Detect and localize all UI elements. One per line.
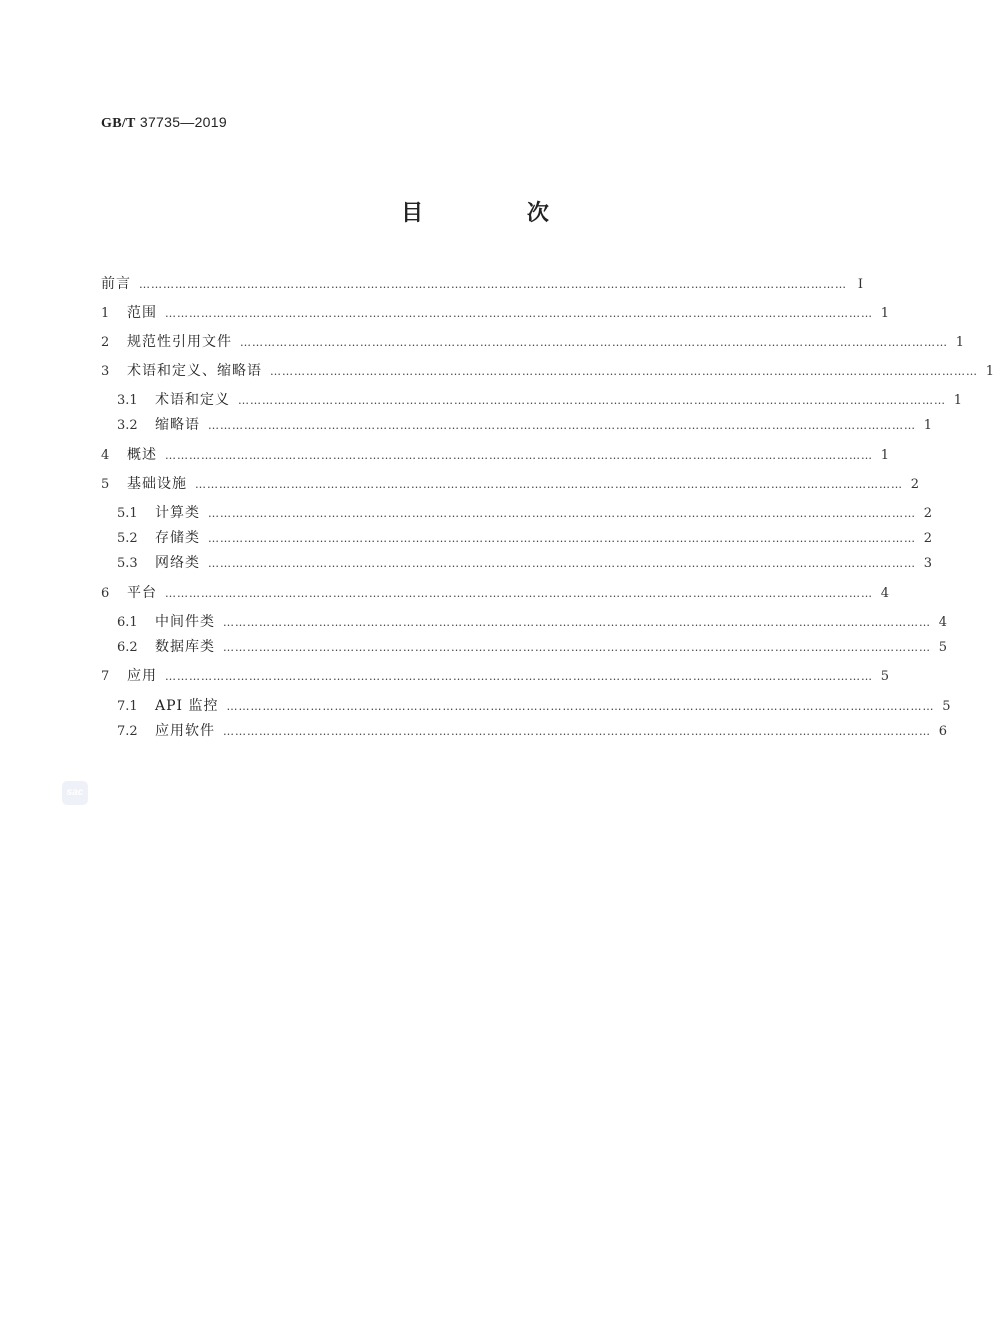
toc-entry-label: 应用软件 bbox=[155, 723, 215, 739]
toc-entry-label: 概述 bbox=[127, 447, 157, 463]
toc-entry-number: 5.2 bbox=[117, 531, 138, 546]
toc-entry-label: 规范性引用文件 bbox=[127, 334, 232, 350]
toc-entry[interactable] bbox=[101, 583, 889, 603]
toc-leader-dots: …………………………………………………………………………………………………………………………………………………………… bbox=[139, 278, 847, 291]
toc-entry-page: 6 bbox=[938, 724, 947, 739]
toc-entry-number: 2 bbox=[101, 335, 110, 350]
standard-code-prefix: GB/T bbox=[101, 116, 136, 131]
toc-entry-number: 5.1 bbox=[117, 506, 138, 521]
toc-entry[interactable] bbox=[101, 390, 962, 410]
toc-entry-label: 平台 bbox=[127, 585, 157, 601]
toc-entry-number: 3.1 bbox=[117, 393, 138, 408]
toc-entry-number: 3 bbox=[101, 364, 110, 379]
toc-entry-number: 3.2 bbox=[117, 418, 138, 433]
page-title: 目 次 bbox=[401, 201, 597, 226]
toc-entry-page: 5 bbox=[938, 640, 947, 655]
toc-entry[interactable] bbox=[101, 274, 863, 294]
toc-leader-dots: …………………………………………………………………………………………………………………………………………………………… bbox=[270, 365, 978, 378]
toc-entry[interactable] bbox=[101, 721, 947, 741]
toc-entry[interactable] bbox=[101, 474, 919, 494]
toc-entry[interactable] bbox=[101, 553, 932, 573]
toc-entry-page: 2 bbox=[923, 531, 932, 546]
toc-entry-label: 中间件类 bbox=[155, 614, 215, 630]
toc-leader-dots: …………………………………………………………………………………………………………………………………………………………… bbox=[238, 394, 946, 407]
toc-entry-number: 6.2 bbox=[117, 640, 138, 655]
toc-leader-dots: …………………………………………………………………………………………………………………………………………………………… bbox=[208, 557, 916, 570]
toc-entry-page: 1 bbox=[985, 364, 994, 379]
toc-leader-dots: …………………………………………………………………………………………………………………………………………………………… bbox=[208, 507, 916, 520]
toc-entry-label: API 监控 bbox=[155, 698, 219, 714]
toc-entry-page: 3 bbox=[923, 556, 932, 571]
toc-entry-number: 7.2 bbox=[117, 724, 138, 739]
toc-entry-number: 5 bbox=[101, 477, 110, 492]
toc-entry-label: 存储类 bbox=[155, 530, 200, 546]
toc-entry-label: 前言 bbox=[101, 276, 131, 292]
toc-entry-page: 1 bbox=[880, 306, 889, 321]
standard-code bbox=[101, 114, 227, 132]
toc-entry-label: 范围 bbox=[127, 305, 157, 321]
toc-entry-label: 应用 bbox=[127, 668, 157, 684]
toc-entry[interactable] bbox=[101, 303, 889, 323]
toc-entry[interactable] bbox=[101, 445, 889, 465]
toc-entry-label: 数据库类 bbox=[155, 639, 215, 655]
toc-leader-dots: …………………………………………………………………………………………………………………………………………………………… bbox=[223, 616, 931, 629]
toc-entry[interactable] bbox=[101, 612, 947, 632]
toc-entry-number: 5.3 bbox=[117, 556, 138, 571]
toc-entry-label: 基础设施 bbox=[127, 476, 187, 492]
toc-entry-number: 7.1 bbox=[117, 699, 138, 714]
toc-entry[interactable] bbox=[101, 637, 947, 657]
toc-leader-dots: …………………………………………………………………………………………………………………………………………………………… bbox=[223, 725, 931, 738]
toc-entry-label: 计算类 bbox=[155, 505, 200, 521]
toc-entry-page: 1 bbox=[923, 418, 932, 433]
toc-entry-number: 7 bbox=[101, 669, 110, 684]
toc-entry[interactable] bbox=[101, 666, 889, 686]
toc-entry[interactable] bbox=[101, 415, 932, 435]
toc-entry-number: 4 bbox=[101, 448, 110, 463]
toc-entry[interactable] bbox=[101, 528, 932, 548]
toc-entry-page: 1 bbox=[880, 448, 889, 463]
toc-leader-dots: …………………………………………………………………………………………………………………………………………………………… bbox=[165, 449, 873, 462]
toc-leader-dots: …………………………………………………………………………………………………………………………………………………………… bbox=[165, 307, 873, 320]
sac-watermark-logo: sac bbox=[62, 781, 88, 805]
toc-entry[interactable] bbox=[101, 696, 951, 716]
toc-entry-page: 1 bbox=[953, 393, 962, 408]
toc-entry-page: 4 bbox=[938, 615, 947, 630]
toc-leader-dots: …………………………………………………………………………………………………………………………………………………………… bbox=[226, 700, 935, 713]
toc-leader-dots: …………………………………………………………………………………………………………………………………………………………… bbox=[240, 336, 948, 349]
toc-entry-number: 6.1 bbox=[117, 615, 138, 630]
toc-entry-label: 术语和定义、缩略语 bbox=[127, 363, 262, 379]
toc-leader-dots: …………………………………………………………………………………………………………………………………………………………… bbox=[165, 670, 873, 683]
toc-entry[interactable] bbox=[101, 332, 964, 352]
toc-leader-dots: …………………………………………………………………………………………………………………………………………………………… bbox=[165, 587, 873, 600]
toc-entry-page: 5 bbox=[880, 669, 889, 684]
toc-entry-label: 术语和定义 bbox=[155, 392, 230, 408]
toc-entry-page: 2 bbox=[910, 477, 919, 492]
toc-entry-page: Ⅰ bbox=[857, 277, 863, 292]
toc-leader-dots: …………………………………………………………………………………………………………………………………………………………… bbox=[208, 532, 916, 545]
standard-code-number: 37735—2019 bbox=[139, 114, 227, 130]
toc-entry-number: 6 bbox=[101, 586, 110, 601]
toc-entry[interactable] bbox=[101, 361, 994, 381]
toc-leader-dots: …………………………………………………………………………………………………………………………………………………………… bbox=[223, 641, 931, 654]
toc-leader-dots: …………………………………………………………………………………………………………………………………………………………… bbox=[208, 419, 916, 432]
toc-entry-page: 4 bbox=[880, 586, 889, 601]
toc-entry-number: 1 bbox=[101, 306, 110, 321]
toc-entry-page: 1 bbox=[955, 335, 964, 350]
toc-entry-page: 5 bbox=[942, 699, 951, 714]
toc-leader-dots: …………………………………………………………………………………………………………………………………………………………… bbox=[195, 478, 903, 491]
toc-entry[interactable] bbox=[101, 503, 932, 523]
toc-entry-label: 网络类 bbox=[155, 555, 200, 571]
toc-entry-page: 2 bbox=[923, 506, 932, 521]
toc-entry-label: 缩略语 bbox=[155, 417, 200, 433]
